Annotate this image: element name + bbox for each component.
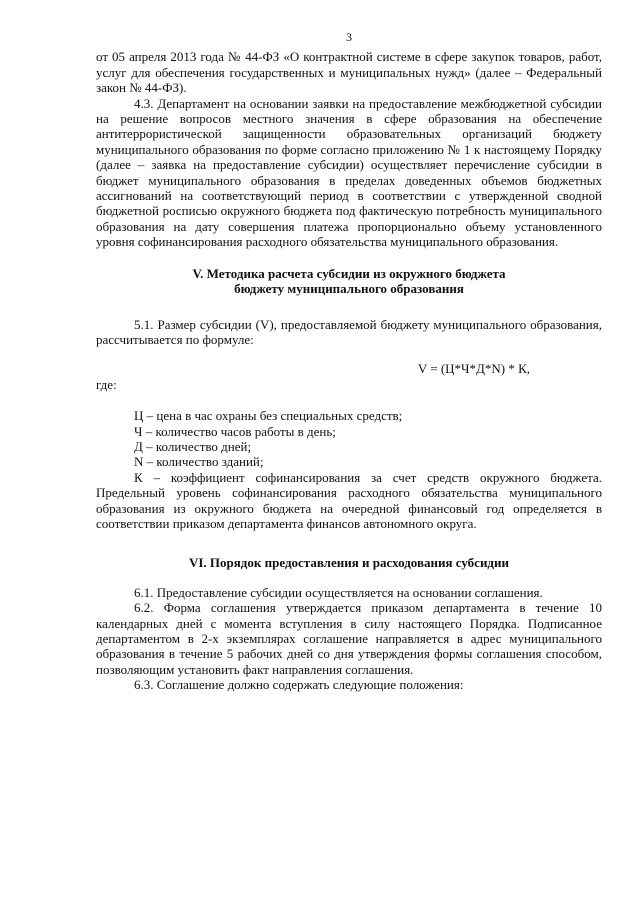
paragraph-6-1: 6.1. Предоставление субсидии осуществляется на основании соглашения. [134,584,543,600]
document-page [96,30,602,693]
section-5-heading-line-1: V. Методика расчета субсидии из окружного бюджета [192,265,506,281]
page-number: 3 [346,30,352,44]
paragraph-6-3: 6.3. Соглашение должно содержать следующие положения: [134,677,464,693]
paragraph-law-reference: от 05 апреля 2013 года № 44-ФЗ «О контрактной системе в сфере закупок товаров, работ, услуг для обеспечения государственных и муниципальных нужд» (далее – Федеральный закон № 44-ФЗ). [96,49,602,96]
legend-item-buildings: N – количество зданий; [134,454,264,470]
section-6-heading: VI. Порядок предоставления и расходования субсидии [188,555,509,571]
paragraph-4-3: 4.3. Департамент на основании заявки на предоставление межбюджетной субсидии на решение вопросов местного значения в сфере образования на обеспечение антитеррористической защищенности образовательных организаций бюджету муниципального образования по форме согласно приложению № 1 к настоящему Порядку (далее – заявка на предоставление субсидии) осуществляет перечисление субсидии в бюджет муниципального образования в пределах доведенных объемов бюджетных ассигнований на соответствующий период в соответствии с утвержденной сводной бюджетной росписью окружного бюджета под фактическую потребность муниципального образования на дату совершения платежа пропорционально объему установленного уровня софинансирования расходного обязательства муниципального образования. [96,95,602,250]
legend-item-coefficient: К – коэффициент софинансирования за счет средств окружного бюджета. Предельный уровень софинансирования расходного обязательства муниципального образования из окружного бюджета на очередной финансовый год определяется в соответствии приказом департамента финансов автономного округа. [96,469,602,531]
section-5-heading-line-2: бюджету муниципального образования [234,281,464,297]
formula-where-label: где: [96,376,117,392]
formula-legend [96,408,602,531]
subsidy-formula: V = (Ц*Ч*Д*N) * К, [417,361,530,377]
legend-item-days: Д – количество дней; [134,438,252,454]
paragraph-5-1: 5.1. Размер субсидии (V), предоставляемой бюджету муниципального образования, рассчитывается по формуле: [96,316,602,347]
paragraph-6-2: 6.2. Форма соглашения утверждается приказом департамента в течение 10 календарных дней с момента вступления в силу настоящего Порядка. Подписанное департаментом в 2-х экземплярах соглашение направляется в адрес муниципального образования в течение 5 рабочих дней со дня утверждения формы соглашения способом, позволяющим установить факт направления соглашения. [96,600,602,677]
legend-item-hours: Ч – количество часов работы в день; [134,423,336,439]
legend-item-price: Ц – цена в час охраны без специальных средств; [134,408,403,424]
section-5-heading [96,266,602,297]
